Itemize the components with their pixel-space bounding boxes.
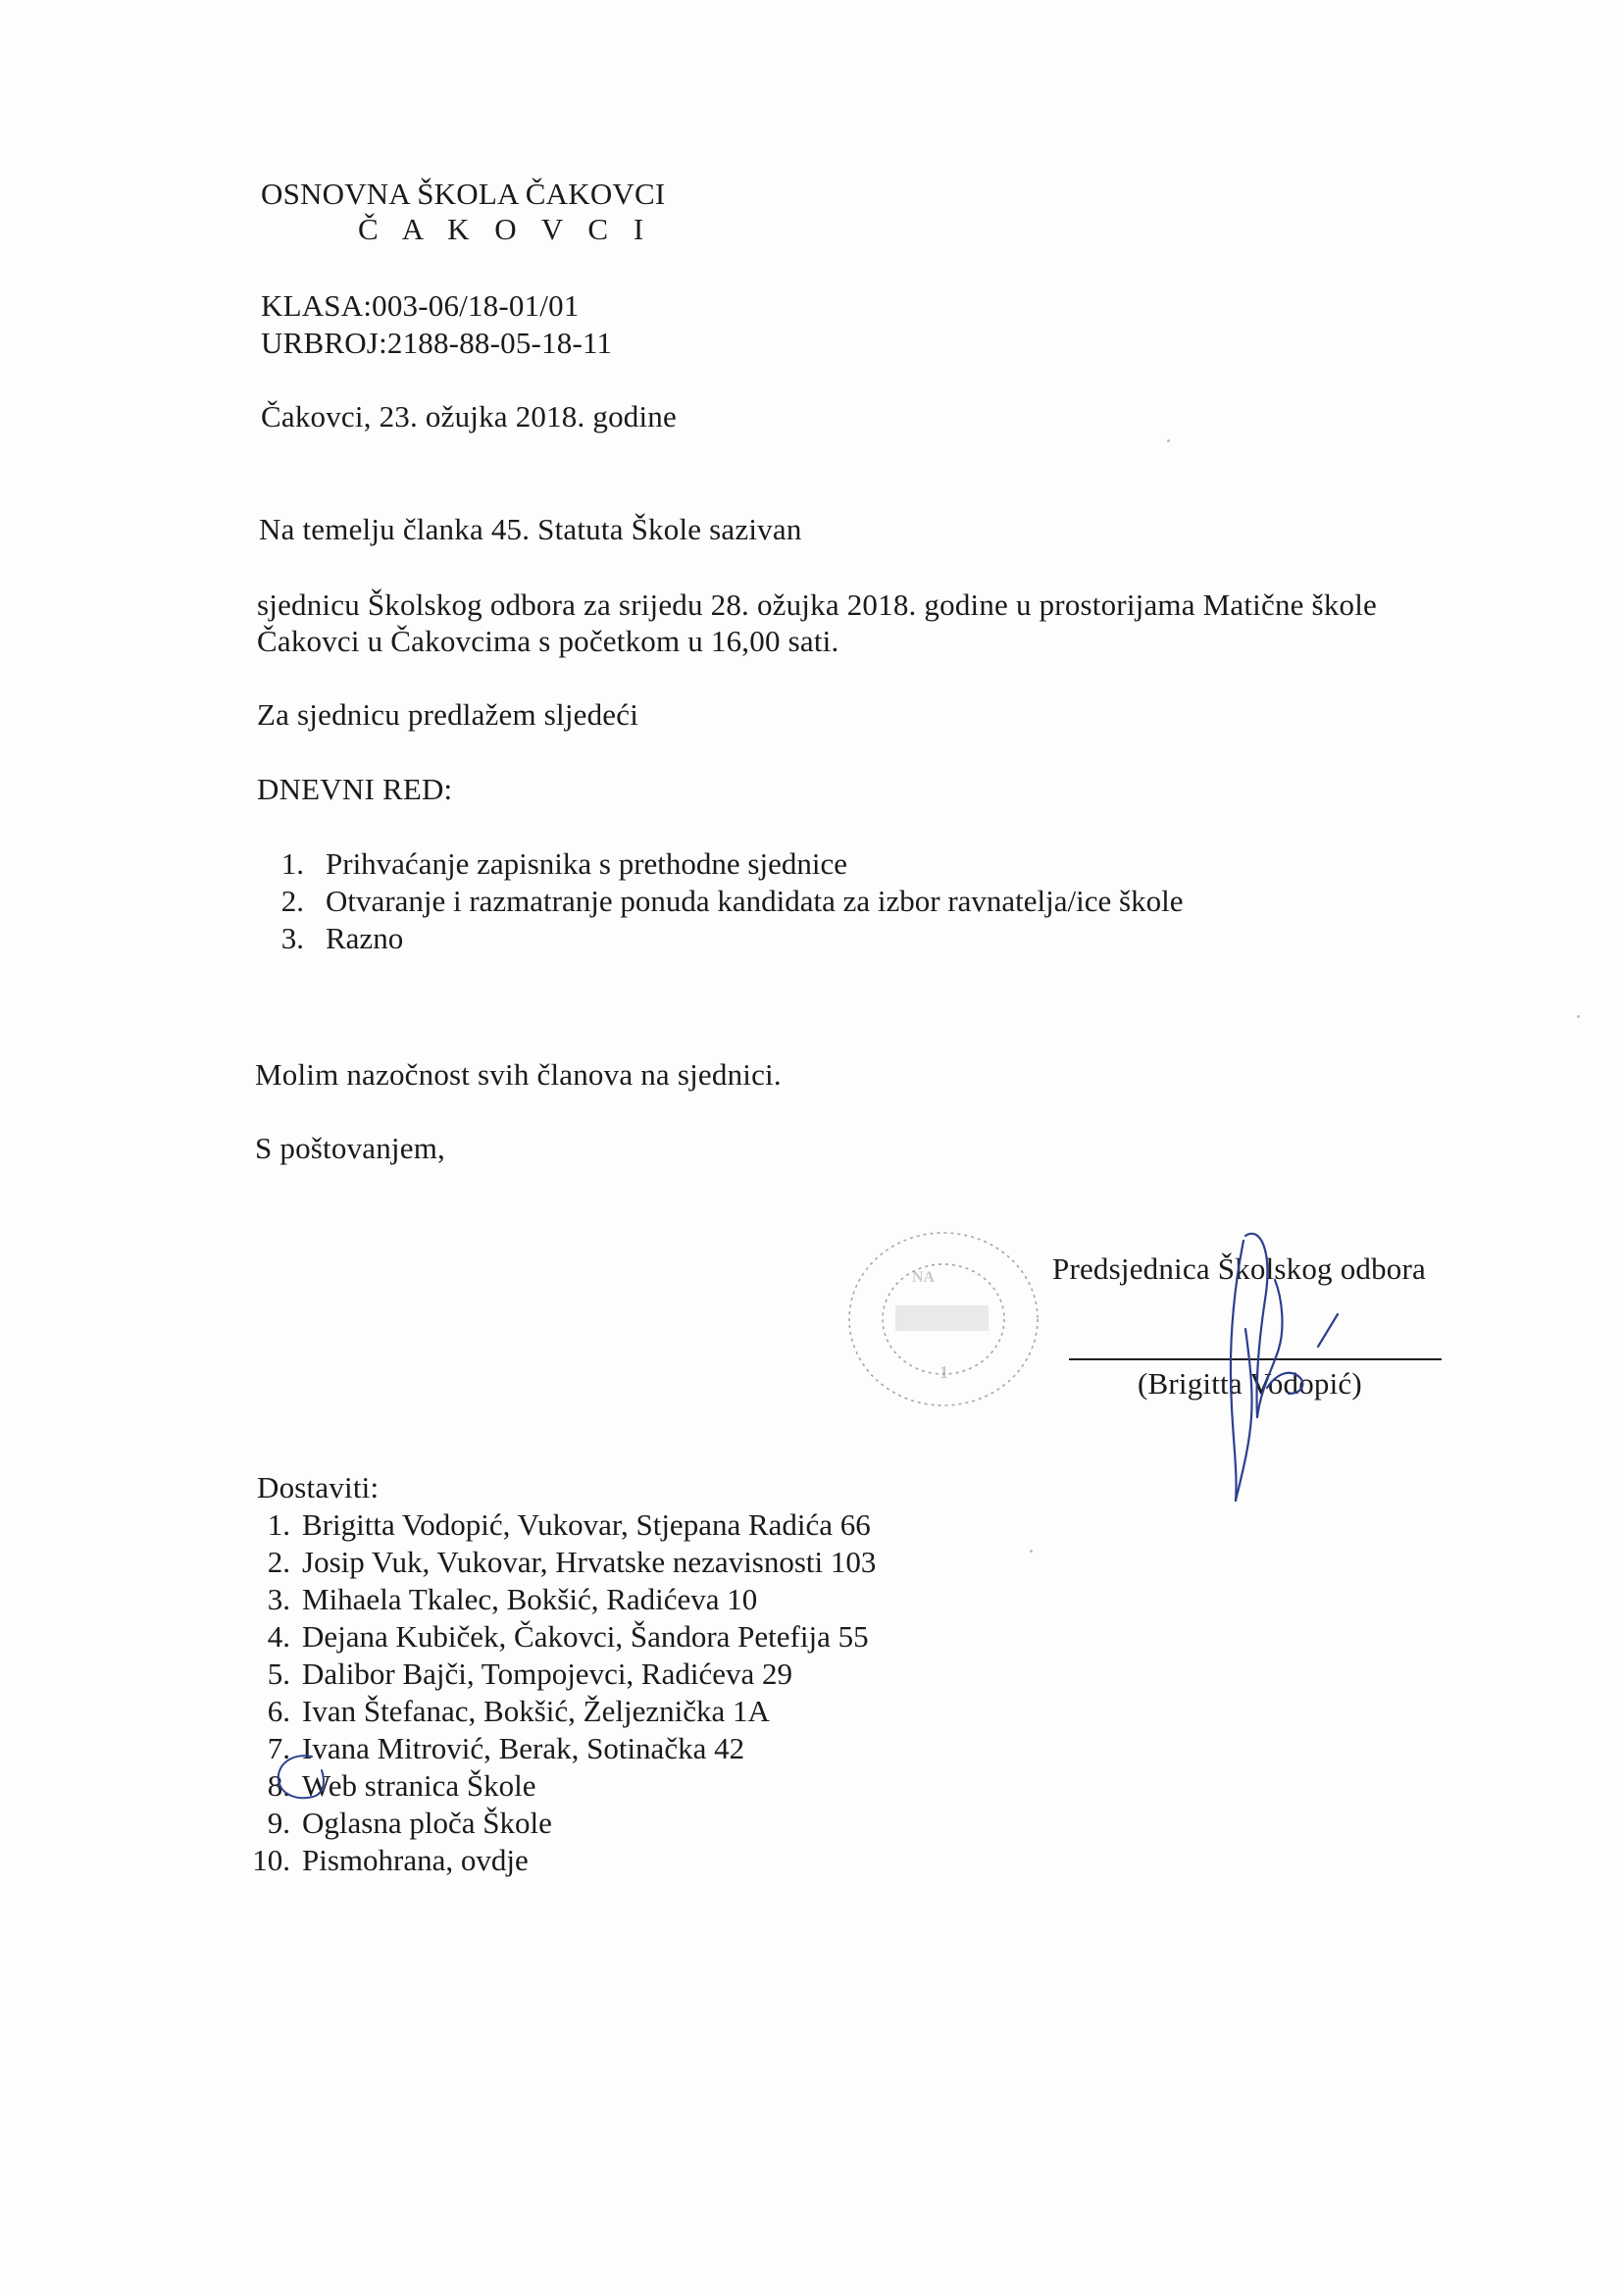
recipient-item: 1. Brigitta Vodopić, Vukovar, Stjepana Radića 66 bbox=[267, 1507, 871, 1542]
recipient-item: 4. Dejana Kubiček, Čakovci, Šandora Petefija 55 bbox=[267, 1619, 869, 1654]
agenda-item: 3. Razno bbox=[280, 921, 404, 955]
recipients-title: Dostaviti: bbox=[257, 1470, 380, 1504]
closing-salutation: S poštovanjem, bbox=[255, 1131, 445, 1165]
agenda-item: 1. Prihvaćanje zapisnika s prethodne sjednice bbox=[280, 846, 847, 881]
recipient-item: 2. Josip Vuk, Vukovar, Hrvatske nezavisnosti 103 bbox=[267, 1545, 877, 1579]
agenda-title: DNEVNI RED: bbox=[257, 772, 453, 806]
recipient-item: 10. Pismohrana, ovdje bbox=[252, 1843, 529, 1877]
propose-line: Za sjednicu predlažem sljedeći bbox=[257, 697, 639, 732]
recipient-item: 5. Dalibor Bajči, Tompojevci, Radićeva 29 bbox=[267, 1657, 793, 1691]
handwritten-circle-mark bbox=[273, 1753, 331, 1804]
intro-paragraph: Na temelju članka 45. Statuta Škole sazivan bbox=[259, 512, 802, 546]
urbroj-number: URBROJ:2188-88-05-18-11 bbox=[261, 326, 613, 360]
handwritten-signature bbox=[1216, 1221, 1373, 1515]
document-date: Čakovci, 23. ožujka 2018. godine bbox=[261, 399, 677, 433]
recipients-list bbox=[243, 1506, 876, 1879]
recipient-item: 7. Ivana Mitrović, Berak, Sotinačka 42 bbox=[267, 1731, 745, 1765]
scan-speck bbox=[1577, 1015, 1580, 1018]
school-city: Č A K O V C I bbox=[358, 212, 653, 246]
recipient-item: 8. Web stranica Škole bbox=[267, 1768, 536, 1803]
recipient-item: 9. Oglasna ploča Škole bbox=[267, 1806, 552, 1840]
school-stamp bbox=[838, 1221, 1049, 1417]
school-name: OSNOVNA ŠKOLA ČAKOVCI bbox=[261, 177, 666, 211]
scan-speck bbox=[1167, 439, 1170, 442]
klasa-number: KLASA:003-06/18-01/01 bbox=[261, 288, 580, 323]
signature-role: Predsjednica Školskog odbora bbox=[1052, 1251, 1426, 1286]
signature-name: (Brigitta Vodopić) bbox=[1138, 1366, 1362, 1401]
svg-text:NA: NA bbox=[912, 1269, 936, 1286]
recipient-item: 3. Mihaela Tkalec, Bokšić, Radićeva 10 bbox=[267, 1582, 758, 1616]
recipient-item: 6. Ivan Štefanac, Bokšić, Željeznička 1A bbox=[267, 1694, 770, 1728]
session-paragraph-line1: sjednicu Školskog odbora za srijedu 28. ožujka 2018. godine u prostorijama Matične škole bbox=[257, 587, 1377, 622]
agenda-item: 2. Otvaranje i razmatranje ponuda kandidata za izbor ravnatelja/ice škole bbox=[280, 884, 1184, 918]
scan-speck bbox=[1030, 1550, 1033, 1553]
session-paragraph-line2: Čakovci u Čakovcima s početkom u 16,00 sati. bbox=[257, 624, 839, 658]
agenda-list bbox=[257, 845, 1183, 957]
svg-text:1: 1 bbox=[939, 1362, 948, 1382]
attendance-request: Molim nazočnost svih članova na sjednici. bbox=[255, 1057, 782, 1092]
